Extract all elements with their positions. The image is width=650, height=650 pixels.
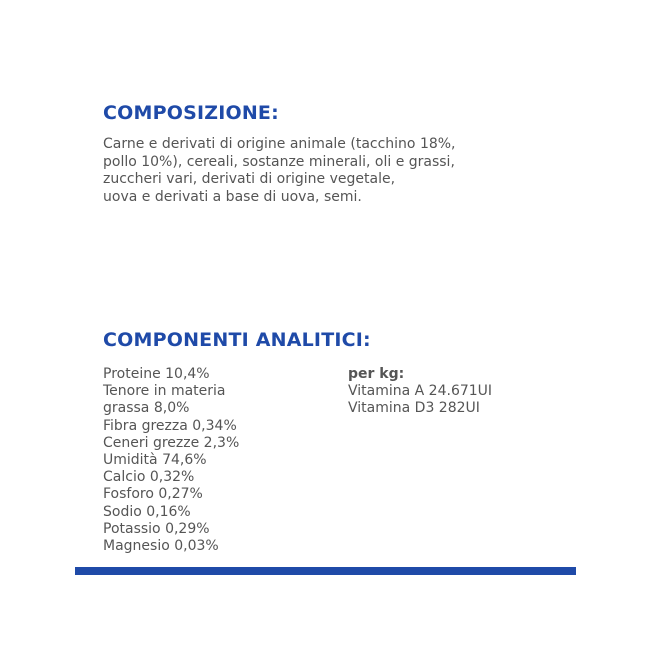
- divider-bar: [75, 567, 576, 575]
- analytical-components-list: [103, 366, 239, 555]
- per-kg-label: per kg:: [348, 366, 405, 382]
- analytic-item: Potassio 0,29%: [103, 520, 210, 537]
- analytic-item: Umidità 74,6%: [103, 452, 207, 469]
- analytical-components-heading: COMPONENTI ANALITICI:: [103, 329, 371, 351]
- analytic-item: Tenore in materia: [103, 383, 226, 400]
- composition-heading: COMPOSIZIONE:: [103, 102, 279, 124]
- vitamins-per-kg-list: [348, 366, 492, 418]
- composition-line: uova e derivati a base di uova, semi.: [103, 188, 362, 205]
- analytic-item: Fibra grezza 0,34%: [103, 417, 237, 434]
- vitamin-item: Vitamina D3 282UI: [348, 400, 480, 417]
- analytic-item: Ceneri grezze 2,3%: [103, 434, 240, 451]
- analytic-item: Fosforo 0,27%: [103, 486, 203, 503]
- analytic-item: Magnesio 0,03%: [103, 538, 219, 555]
- composition-text: [103, 136, 573, 206]
- analytic-item: Calcio 0,32%: [103, 469, 195, 486]
- analytic-item: grassa 8,0%: [103, 400, 190, 417]
- composition-line: pollo 10%), cereali, sostanze minerali, oli e grassi,: [103, 153, 455, 170]
- analytic-item: Proteine 10,4%: [103, 366, 210, 382]
- vitamin-item: Vitamina A 24.671UI: [348, 383, 493, 400]
- analytic-item: Sodio 0,16%: [103, 503, 191, 520]
- composition-line: zuccheri vari, derivati di origine vegetale,: [103, 171, 396, 187]
- composition-line: Carne e derivati di origine animale (tacchino 18%,: [103, 136, 456, 152]
